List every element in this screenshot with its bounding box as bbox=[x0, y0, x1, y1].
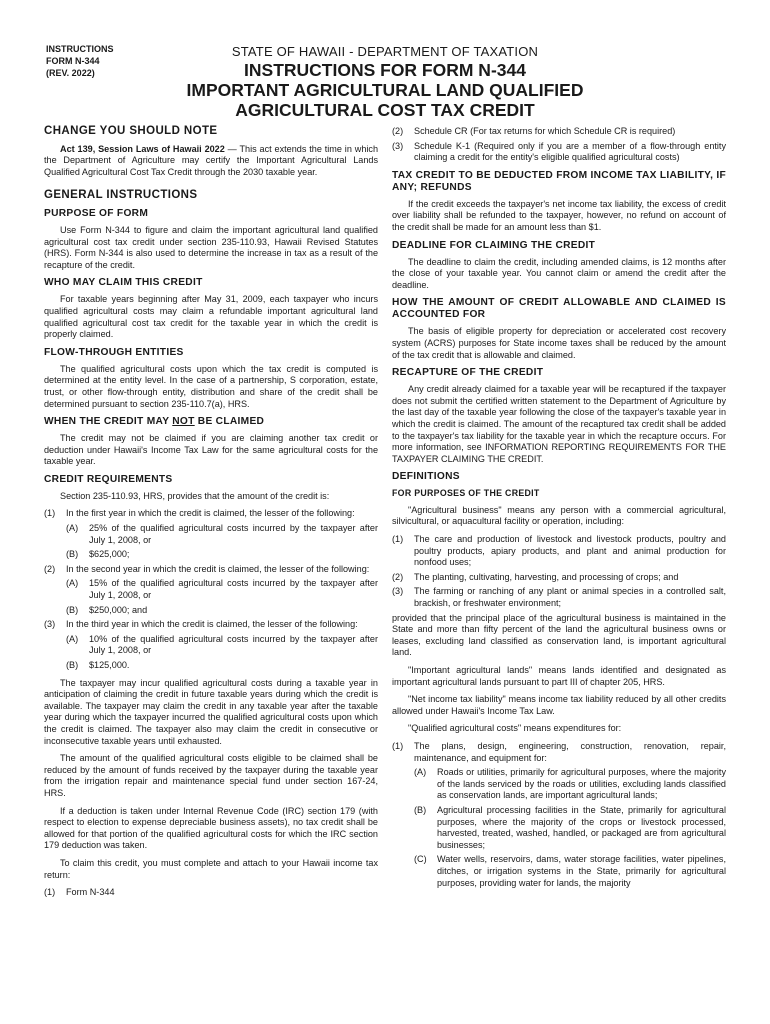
department-name: STATE OF HAWAII - DEPARTMENT OF TAXATION bbox=[231, 44, 539, 59]
document-title-line-1: INSTRUCTIONS FOR FORM N-344 bbox=[244, 60, 526, 80]
general-instructions-heading: GENERAL INSTRUCTIONS bbox=[44, 189, 198, 202]
change-paragraph bbox=[44, 144, 378, 179]
form-id-line-3: (REV. 2022) bbox=[46, 68, 95, 78]
incur-paragraph: The taxpayer may incur qualified agricultural costs during a taxable year in anticipation of claiming the credit in future taxable years during which the credit is available. The taxpayer may claim the credit in any taxable year after the taxable year during which the taxpayer incurred the qualified agricultural costs upon which the credit is claimed. The taxpayer also may claim the credit in consecutive or inconsecutive taxable years until exhausted. bbox=[44, 677, 378, 746]
list-item: (1) The plans, design, engineering, construction, renovation, repair, maintenance, and equipment for: bbox=[392, 740, 726, 763]
document-title-line-2: IMPORTANT AGRICULTURAL LAND QUALIFIED bbox=[186, 80, 584, 100]
list-item: (1) Form N-344 bbox=[44, 887, 115, 898]
recapture-heading: RECAPTURE OF THE CREDIT bbox=[392, 367, 544, 379]
change-heading: CHANGE YOU SHOULD NOTE bbox=[44, 125, 218, 137]
not-underlined: NOT bbox=[172, 416, 195, 428]
agricultural-business-paragraph: "Agricultural business" means any person with a commercial agricultural, silvicultural, or aquacultural facility or operation, including: bbox=[392, 504, 726, 527]
deduction-paragraph: If a deduction is taken under Internal Revenue Code (IRC) section 179 (with respect to election to expense depreciable business assets), no tax credit shall be allowed for that portion of the qualified agricultural costs for which the IRC section 179 deduction was taken. bbox=[44, 805, 378, 851]
document-header bbox=[160, 44, 610, 120]
list-item: (B) $125,000. bbox=[66, 660, 130, 670]
form-id-block bbox=[46, 43, 114, 79]
list-item: (2) Schedule CR (For tax returns for which Schedule CR is required) bbox=[392, 126, 676, 136]
accounted-paragraph: The basis of eligible property for depreciation or accelerated cost recovery system (ACRS) purposes for State income taxes shall be reduced by the amount of the tax credit that is allowable and claimed. bbox=[392, 326, 726, 360]
reduced-paragraph: The amount of the qualified agricultural costs eligible to be claimed shall be reduced by the amount of funds received by the taxpayer during the taxable year from the irrigation repair and maintenance special fund under section 167-24, HRS. bbox=[44, 753, 378, 798]
list-item: (3) In the third year in which the credit is claimed, the lesser of the following: bbox=[44, 619, 358, 630]
net-income-paragraph: "Net income tax liability" means income tax liability reduced by all other credits allowed under Hawaii's Income Tax Law. bbox=[392, 694, 726, 716]
list-item: (1) In the first year in which the credit is claimed, the lesser of the following: bbox=[44, 508, 355, 519]
list-item: (1) The care and production of livestock and livestock products, poultry and poultry products, apiary products, and plant and animal production for nonfood uses; bbox=[392, 534, 726, 568]
definitions-heading: DEFINITIONS bbox=[392, 471, 460, 483]
left-column bbox=[44, 126, 378, 902]
claim-paragraph: To claim this credit, you must complete and attach to your Hawaii income tax return: bbox=[44, 857, 378, 880]
purpose-heading: PURPOSE OF FORM bbox=[44, 207, 149, 219]
deducted-paragraph: If the credit exceeds the taxpayer's net income tax liability, the excess of credit over liability shall be refunded to the taxpayer, however, no refund on account of the credit shall be made for an amount less than $1. bbox=[392, 198, 726, 232]
document-title-line-3: AGRICULTURAL COST TAX CREDIT bbox=[235, 100, 535, 120]
flow-through-heading: FLOW-THROUGH ENTITIES bbox=[44, 346, 184, 358]
deducted-heading: TAX CREDIT TO BE DEDUCTED FROM INCOME TAX LIABILITY, IF ANY; REFUNDS bbox=[392, 169, 727, 193]
purpose-paragraph: Use Form N-344 to figure and claim the important agricultural land qualified agricultural cost tax credit under section 235-110.93, Hawaii Revised Statutes (HRS). Form N-344 is also used to determine the increase in tax as a result of the recapture of the credit. bbox=[44, 224, 378, 270]
flow-through-paragraph: The qualified agricultural costs upon which the tax credit is computed is determined at the entity level. In the case of a partnership, S corporation, estate, trust, or other flow-through entity, distribution and share of the credit shall be determined pursuant to section 235-110.7(a), HRS. bbox=[44, 363, 378, 409]
list-item: (2) The planting, cultivating, harvesting, and processing of crops; and bbox=[392, 571, 679, 582]
when-not-claimed-paragraph: The credit may not be claimed if you are claiming another tax credit or deduction under Hawaii's Income Tax Law for the same agricultural costs for the taxable year. bbox=[44, 433, 378, 467]
change-lead: Act 139, Session Laws of Hawaii 2022 bbox=[60, 143, 225, 154]
right-column bbox=[392, 126, 726, 892]
deadline-paragraph: The deadline to claim the credit, including amended claims, is 12 months after the close of your taxable year. You cannot claim or amend the credit after the deadline. bbox=[392, 256, 726, 290]
deadline-heading: DEADLINE FOR CLAIMING THE CREDIT bbox=[392, 239, 596, 251]
definitions-subheading: FOR PURPOSES OF THE CREDIT bbox=[392, 488, 540, 499]
list-item: (B) $625,000; bbox=[66, 549, 130, 560]
requirements-intro: Section 235-110.93, HRS, provides that the amount of the credit is: bbox=[60, 490, 330, 501]
important-lands-paragraph: "Important agricultural lands" means lands identified and designated as important agricultural lands pursuant to part III of chapter 205, HRS. bbox=[392, 665, 726, 687]
list-item: (A) 15% of the qualified agricultural costs incurred by the taxpayer after July 1, 2008, or bbox=[66, 578, 378, 601]
recapture-paragraph: Any credit already claimed for a taxable year will be recaptured if the taxpayer does not submit the certified written statement to the Department of Agriculture by the last day of the taxable year following the close of the taxpayer's taxable year in which the credit is claimed. The amount of the recaptured tax credit shall be added to the taxpayer's tax liability for the taxable year in which the recapture occurs. For more information, see INFORMATION REPORTING REQUIREMENTS FOR THE TAXPAYER CLAIMING THE CREDIT. bbox=[392, 384, 726, 464]
form-id-line-2: FORM N-344 bbox=[46, 56, 100, 66]
list-item: (B) Agricultural processing facilities in the State, primarily for agricultural purposes, where the majority of the crops or livestock processed, harvested, treated, washed, handled, or packaged are from agricultural businesses; bbox=[414, 804, 726, 850]
when-not-claimed-heading: WHEN THE CREDIT MAY NOT BE CLAIMED bbox=[44, 416, 265, 428]
provided-paragraph: provided that the principal place of the agricultural business is maintained in the State and more than fifty percent of the land the agricultural business owns or leases, excluding land classified as conservation land, is important agricultural land. bbox=[392, 612, 726, 658]
credit-requirements-heading: CREDIT REQUIREMENTS bbox=[44, 473, 173, 485]
list-item: (2) In the second year in which the credit is claimed, the lesser of the following: bbox=[44, 563, 370, 574]
accounted-heading: HOW THE AMOUNT OF CREDIT ALLOWABLE AND CLAIMED IS ACCOUNTED FOR bbox=[392, 297, 726, 321]
list-item: (A) 25% of the qualified agricultural costs incurred by the taxpayer after July 1, 2008, or bbox=[66, 523, 378, 545]
who-may-claim-paragraph: For taxable years beginning after May 31, 2009, each taxpayer who incurs qualified agricultural costs may claim a refundable important agricultural land qualified agricultural cost tax credit for the taxable year in which the credit is properly claimed. bbox=[44, 294, 378, 340]
list-item: (A) Roads or utilities, primarily for agricultural purposes, where the majority of the lands serviced by the roads or utilities, excluding lands classified as conservation lands, are important agricultural lands; bbox=[414, 767, 726, 801]
list-item: (B) $250,000; and bbox=[66, 604, 148, 615]
list-item: (A) 10% of the qualified agricultural costs incurred by the taxpayer after July 1, 2008, or bbox=[66, 633, 378, 656]
list-item: (3) The farming or ranching of any plant or animal species in a controlled salt, brackish, or freshwater environment; bbox=[392, 586, 726, 609]
list-item: (C) Water wells, reservoirs, dams, water storage facilities, water pipelines, ditches, or irrigation systems in the State, primarily for agricultural purposes, providing water for lands, the majority bbox=[414, 854, 726, 888]
who-may-claim-heading: WHO MAY CLAIM THIS CREDIT bbox=[44, 277, 203, 289]
list-item: (3) Schedule K-1 (Required only if you are a member of a flow-through entity claiming a credit for the entity's eligible qualified agricultural costs) bbox=[392, 140, 726, 163]
change-text: — This act extends the time in which the Department of Agriculture may certify the Important Agricultural Lands Qualified Agricultural Cost Tax Credit through the 2030 taxable year. bbox=[44, 143, 378, 177]
form-id-line-1: INSTRUCTIONS bbox=[46, 44, 114, 54]
qualified-costs-paragraph: "Qualified agricultural costs" means expenditures for: bbox=[408, 723, 622, 734]
